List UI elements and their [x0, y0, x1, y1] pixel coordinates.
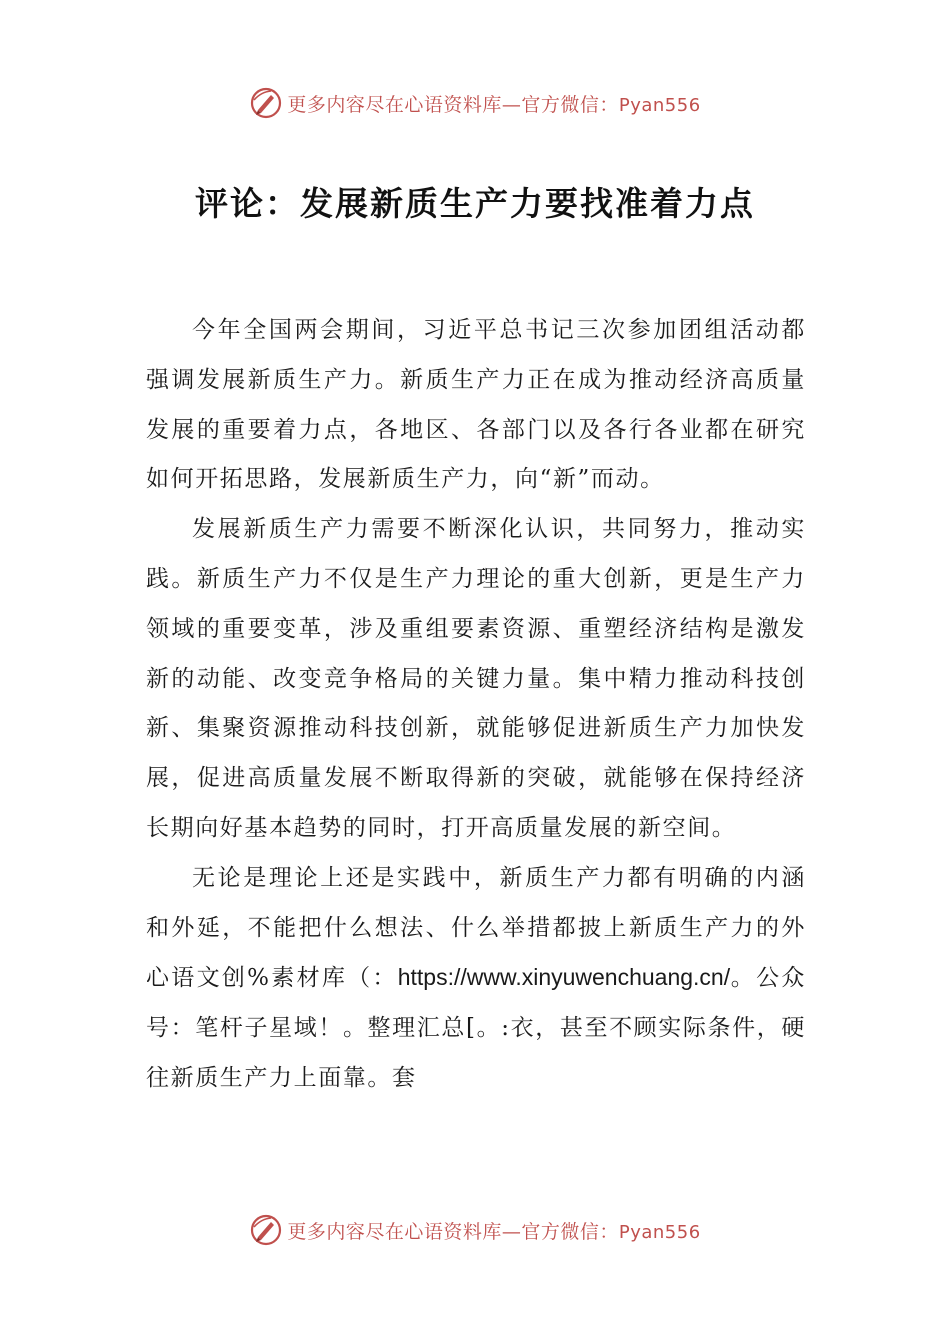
paragraph-1: 今年全国两会期间，习近平总书记三次参加团组活动都强调发展新质生产力。新质生产力正在成为推动经济高质量发展的重要着力点，各地区、各部门以及各行各业都在研究如何开拓思路，发展新质生产力，向“新”而动。 — [146, 317, 806, 493]
footer-banner — [0, 1210, 950, 1250]
page-title: 评论：发展新质生产力要找准着力点 — [195, 184, 755, 223]
source-url: https://www.xinyuwenchuang.cn/ — [397, 964, 731, 991]
paragraph-2: 发展新质生产力需要不断深化认识，共同努力，推动实践。新质生产力不仅是生产力理论的重大创新，更是生产力领域的重要变革，涉及重组要素资源、重塑经济结构是激发新的动能、改变竞争格局的关键力量。集中精力推动科技创新、集聚资源推动科技创新，就能够促进新质生产力加快发展，促进高质量发展不断取得新的突破，就能够在保持经济长期向好基本趋势的同时，打开高质量发展的新空间。 — [146, 516, 806, 841]
banner-handle: Pyan556 — [618, 94, 701, 116]
article-body — [146, 306, 806, 1104]
paragraph-3-continued: 。公众号：笔杆子星域！。整理汇总[。:衣，甚至不顾实际条件，硬往新质生产力上面靠。套 — [146, 965, 806, 1091]
pen-logo-icon — [249, 1213, 283, 1247]
banner-handle: Pyan556 — [618, 1221, 701, 1243]
banner-text: 更多内容尽在心语资料库—官方微信：Pyan556 — [287, 1220, 701, 1243]
pen-logo-icon — [249, 86, 283, 120]
header-banner — [0, 83, 950, 123]
banner-text: 更多内容尽在心语资料库—官方微信：Pyan556 — [287, 93, 701, 116]
paragraph-3 — [146, 854, 806, 1104]
paragraph-3-text: 无论是理论上还是实践中，新质生产力都有明确的内涵和外延，不能把什么想法、什么举措都披上新质生产力的外心语文创%素材库（： — [146, 864, 806, 992]
